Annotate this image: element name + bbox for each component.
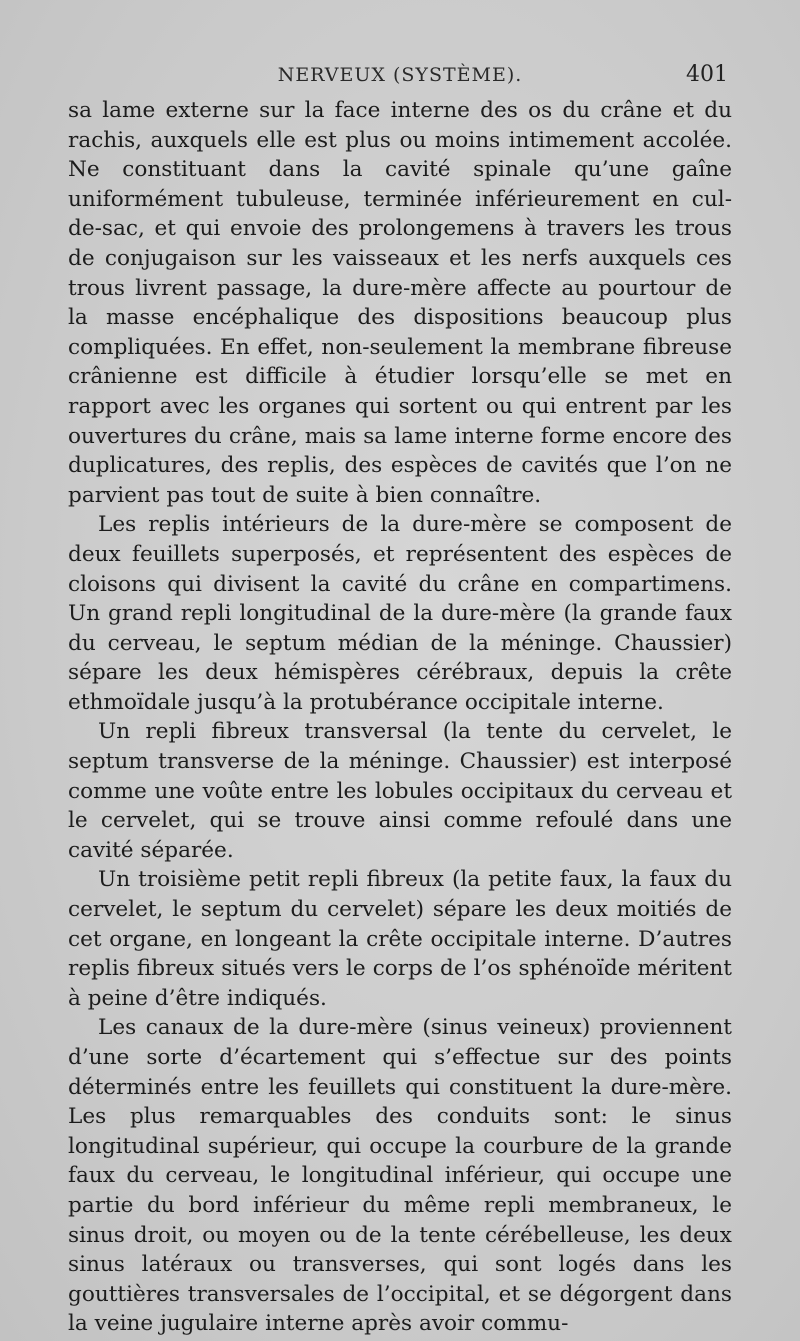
body-text bbox=[68, 96, 732, 1339]
paragraph-replis-interieurs: Les replis intérieurs de la dure-mère se composent de deux feuillets superposés, et représentent des espèces de cloisons qui divisent la cavité du crâne en compartimens. Un grand repli longitudinal de la dure-mère (la grande faux du cerveau, le septum médian de la méninge. Chaussier) sépare les deux hémispères cérébraux, depuis la crête ethmoïdale jusqu’à la protubérance occipitale interne. bbox=[68, 512, 732, 715]
running-head bbox=[68, 64, 732, 96]
running-title: NERVEUX (SYSTÈME). bbox=[277, 64, 523, 86]
paragraph-troisieme-repli: Un troisième petit repli fibreux (la petite faux, la faux du cervelet, le septum du cervelet) sépare les deux moitiés de cet organe, en longeant la crête occipitale interne. D’autres replis fibreux situés vers le corps de l’os sphénoïde méritent à peine d’être indiqués. bbox=[68, 867, 732, 1011]
paragraph-repli-transversal: Un repli fibreux transversal (la tente du cervelet, le septum transverse de la méninge. Chaussier) est interposé comme une voûte entre les lobules occipitaux du cerveau et le cervelet, qui se trouve ainsi comme refoulé dans une cavité séparée. bbox=[68, 719, 732, 863]
page-number: 401 bbox=[686, 62, 728, 87]
paragraph-canaux: Les canaux de la dure-mère (sinus veineux) proviennent d’une sorte d’écartement qui s’effectue sur des points déterminés entre les feuillets qui constituent la dure-mère. Les plus remarquables des conduits sont: le sinus longitudinal supérieur, qui occupe la courbure de la grande faux du cerveau, le longitudinal inférieur, qui occupe une partie du bord inférieur du même repli membraneux, le sinus droit, ou moyen ou de la tente cérébelleuse, les deux sinus latéraux ou transverses, qui sont logés dans les gouttières transversales de l’occipital, et se dégorgent dans la veine jugulaire interne après avoir commu- bbox=[68, 1015, 732, 1337]
paragraph-continuation: sa lame externe sur la face interne des os du crâne et du rachis, auxquels elle est plus ou moins intimement accolée. Ne constituant dans la cavité spinale qu’une gaîne uniformément tubuleuse, terminée inférieurement en cul-de-sac, et qui envoie des prolongemens à travers les trous de conjugaison sur les vaisseaux et les nerfs auxquels ces trous livrent passage, la dure-mère affecte au pourtour de la masse encéphalique des dispositions beaucoup plus compliquées. En effet, non-seulement la membrane fibreuse crânienne est difficile à étudier lorsqu’elle se met en rapport avec les organes qui sortent ou qui entrent par les ouvertures du crâne, mais sa lame interne forme encore des duplicatures, des replis, des espèces de cavités que l’on ne parvient pas tout de suite à bien connaître. bbox=[68, 98, 732, 508]
